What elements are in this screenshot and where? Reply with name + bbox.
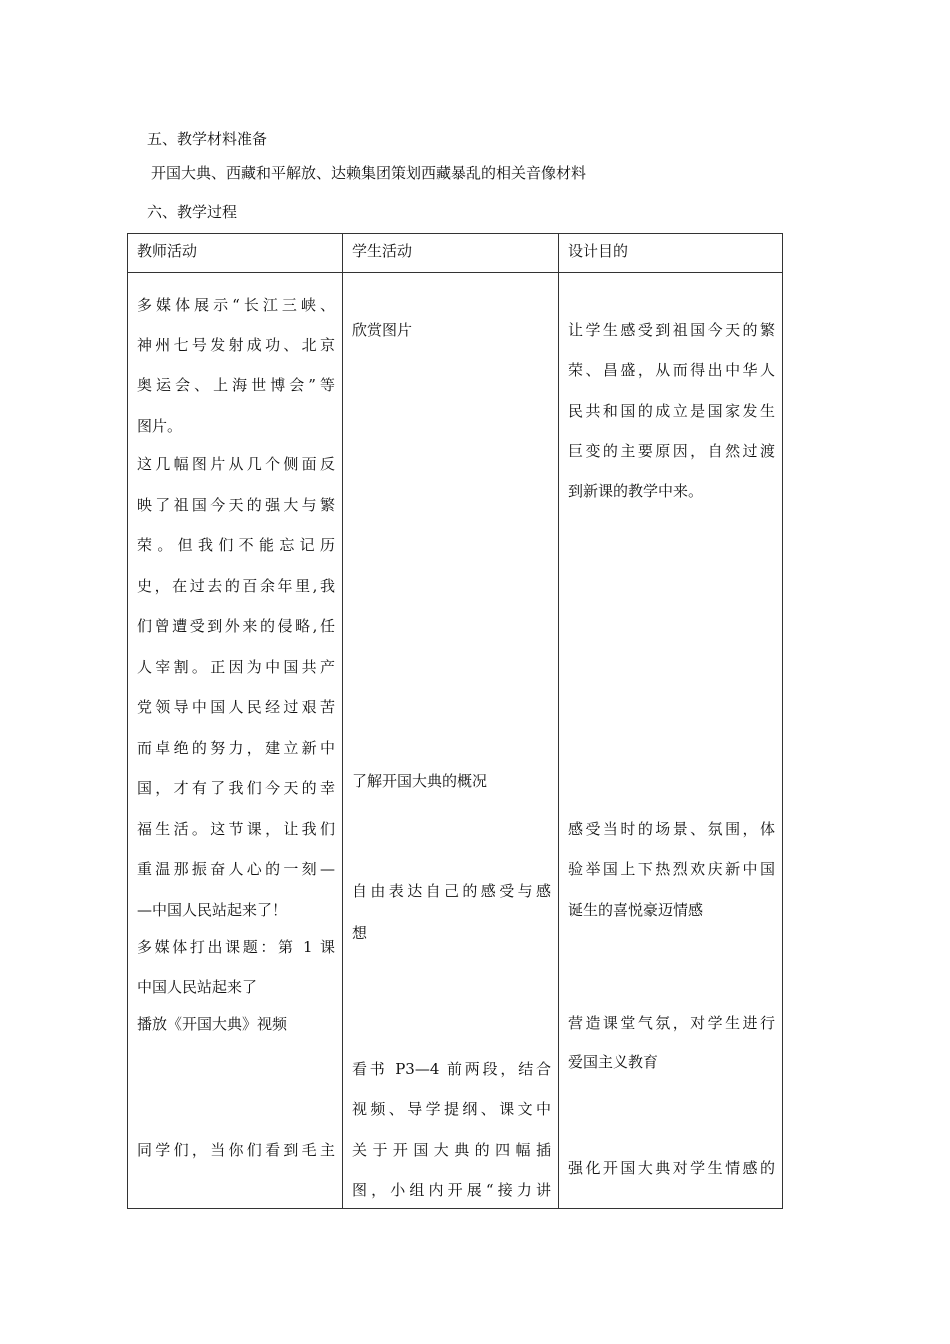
student-line: 图，小组内开展“接力讲 (352, 1181, 551, 1199)
purpose-line: 爱国主义教育 (568, 1053, 659, 1071)
purpose-line: 民共和国的成立是国家发生 (568, 402, 775, 420)
teacher-line: 多媒体展示“长江三峡、 (137, 296, 335, 314)
process-heading: 六、教学过程 (147, 203, 238, 221)
teacher-line: 映了祖国今天的强大与繁 (137, 496, 335, 514)
teacher-line: 神州七号发射成功、北京 (137, 336, 335, 354)
header-teacher-activity: 教师活动 (128, 234, 343, 273)
student-line: 想 (352, 924, 368, 942)
student-line: 视频、导学提纲、课文中 (352, 1100, 551, 1118)
student-line: 看书 P3—4 前两段，结合 (352, 1060, 551, 1078)
materials-text: 开国大典、西藏和平解放、达赖集团策划西藏暴乱的相关音像材料 (151, 164, 587, 182)
design-purpose-cell (559, 273, 783, 1209)
teacher-line: 图片。 (137, 417, 183, 435)
teacher-line: 国，才有了我们今天的幸 (137, 779, 335, 797)
student-activity-cell (343, 273, 559, 1209)
teacher-line: 党领导中国人民经过艰苦 (137, 698, 335, 716)
purpose-line: 营造课堂气氛，对学生进行 (568, 1014, 775, 1032)
teacher-line: 们曾遭受到外来的侵略,任 (137, 617, 335, 635)
teacher-line: 中国人民站起来了 (137, 978, 258, 996)
purpose-line: 验举国上下热烈欢庆新中国 (568, 860, 775, 878)
teacher-line: 而卓绝的努力，建立新中 (137, 739, 335, 757)
student-line: 自由表达自己的感受与感 (352, 882, 551, 900)
table-header-row (128, 234, 783, 273)
header-student-activity: 学生活动 (343, 234, 559, 273)
teacher-line: 福生活。这节课，让我们 (137, 820, 335, 838)
student-line: 了解开国大典的概况 (352, 772, 488, 790)
teacher-line: 奥运会、上海世博会”等 (137, 376, 335, 394)
teacher-line: 人宰割。正因为中国共产 (137, 658, 335, 676)
table-body-row (128, 273, 783, 1209)
purpose-line: 到新课的教学中来。 (568, 482, 704, 500)
teacher-line: 史，在过去的百余年里,我 (137, 577, 335, 595)
teacher-line: 同学们，当你们看到毛主 (137, 1141, 335, 1159)
student-line: 欣赏图片 (352, 321, 413, 339)
purpose-line: 感受当时的场景、氛围，体 (568, 820, 775, 838)
teacher-line: —中国人民站起来了！ (137, 901, 288, 919)
teacher-line: 播放《开国大典》视频 (137, 1015, 288, 1033)
teaching-process-table (127, 233, 783, 1209)
materials-heading: 五、教学材料准备 (147, 130, 268, 148)
teacher-line: 重温那振奋人心的一刻— (137, 860, 335, 878)
purpose-line: 让学生感受到祖国今天的繁 (568, 321, 775, 339)
purpose-line: 巨变的主要原因，自然过渡 (568, 442, 775, 460)
teacher-line: 这几幅图片从几个侧面反 (137, 455, 335, 473)
teacher-line: 多媒体打出课题：第 1 课 (137, 938, 335, 956)
teacher-activity-cell (128, 273, 343, 1209)
header-design-purpose: 设计目的 (559, 234, 783, 273)
student-line: 关于开国大典的四幅插 (352, 1141, 551, 1159)
teacher-line: 荣。但我们不能忘记历 (137, 536, 335, 554)
purpose-line: 强化开国大典对学生情感的 (568, 1159, 775, 1177)
purpose-line: 诞生的喜悦豪迈情感 (568, 901, 704, 919)
purpose-line: 荣、昌盛，从而得出中华人 (568, 361, 775, 379)
